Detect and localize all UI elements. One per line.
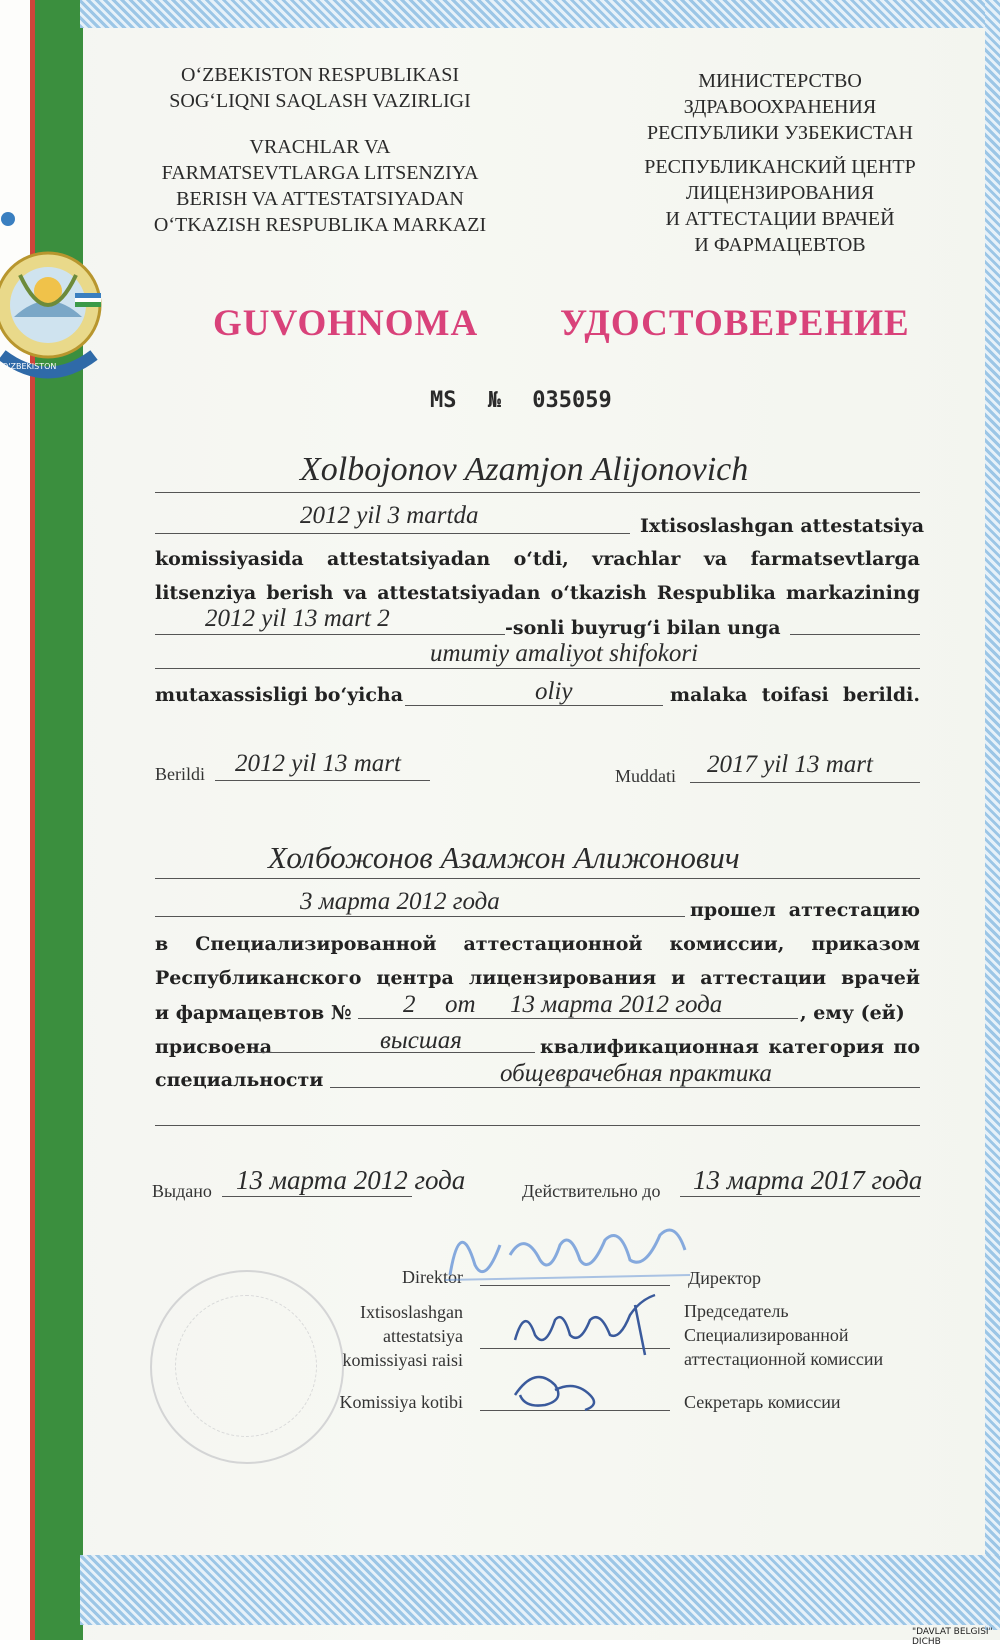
serial-number [430,388,612,413]
state-emblem-icon [0,205,110,405]
ru-text-3: Республиканского центра лицензирования и аттестации врачей [155,967,920,989]
uz-text-2: komissiyasida attestatsiyadan o‘tdi, vrachlar va farmatsevtlarga [155,548,920,570]
serial-digits: 035059 [532,388,612,413]
header-right-line: ЗДРАВООХРАНЕНИЯ [683,96,877,118]
rule [155,1125,920,1126]
rule [680,1196,920,1197]
header-right-line: МИНИСТЕРСТВО [698,70,862,92]
uz-mutax-label: mutaxassisligi bo‘yicha [155,684,404,706]
director-label-ru: Директор [688,1268,762,1288]
chair-signature-icon [505,1285,675,1360]
header-right [615,68,945,258]
order-number-ru: 2 [403,991,416,1018]
ornamental-border-bottom [80,1555,1000,1625]
ru-assigned-label: присвоена [155,1036,273,1058]
header-left-line: O‘TKAZISH RESPUBLIKA MARKAZI [153,214,487,236]
header-left-line: O‘ZBEKISTON RESPUBLIKASI [181,64,459,86]
header-right-line: РЕСПУБЛИКИ УЗБЕКИСТАН [647,122,913,144]
serial-series: MS [430,388,457,413]
issued-label-ru: Выдано [152,1181,212,1201]
rule [790,634,920,635]
rule [155,492,920,493]
issued-date-uz: 2012 yil 13 mart [235,750,401,777]
valid-date-ru: 13 марта 2017 года [693,1165,923,1195]
header-right-line: РЕСПУБЛИКАНСКИЙ ЦЕНТР [644,156,916,178]
rule [155,668,920,669]
rule [215,780,430,781]
ru-text-6: квалификационная категория по [540,1036,920,1058]
chair-label-uz-line: Ixtisoslashgan [360,1302,463,1322]
title-uz: GUVOHNOMA [213,303,479,344]
title-ru: УДОСТОВЕРЕНИЕ [560,303,910,344]
valid-label-ru: Действительно до [522,1181,661,1201]
category-uz: oliy [535,678,573,705]
holder-name-uz: Xolbojonov Azamjon Alijonovich [300,451,749,488]
secretary-signature-icon [500,1360,610,1420]
uz-text-3: litsenziya berish va attestatsiyadan o‘tkazish Respublika markazining [155,582,920,604]
rule [222,1196,412,1197]
specialty-ru: общеврачебная практика [500,1060,772,1087]
specialty-uz: umumiy amaliyot shifokori [430,640,699,667]
rule [255,1052,535,1053]
chair-label-ru-line: аттестационной комиссии [684,1349,884,1369]
rule [358,1018,798,1019]
chair-label-ru-line: Специализированной [684,1325,849,1345]
uz-text-1: Ixtisoslashgan attestatsiya [640,515,925,537]
uz-order-text: -sonli buyrug‘i bilan unga [505,617,781,639]
rule [690,782,920,783]
rule [405,705,663,706]
ru-text-2: в Специализированной аттестационной комиссии, приказом [155,933,920,955]
ru-text-4: и фармацевтов № [155,1002,352,1024]
header-right-line: И АТТЕСТАЦИИ ВРАЧЕЙ [665,208,895,230]
chair-label-ru [684,1299,883,1371]
secretary-label-uz: Komissiya kotibi [339,1392,463,1412]
director-label-uz: Direktor [402,1267,463,1287]
rule [155,634,505,635]
uz-malaka-text: malaka toifasi berildi. [670,684,920,706]
holder-name-ru: Холбожонов Азамжон Алижонович [268,840,740,875]
chair-label-uz [300,1300,463,1372]
exam-date-ru: 3 марта 2012 года [300,888,500,915]
ru-text-1: прошел аттестацию [690,899,920,921]
ru-text-5: , ему (ей) [800,1002,905,1024]
order-date-ru: 13 марта 2012 года [510,991,723,1018]
rule [155,916,685,917]
printer-mark: "DAVLAT BELGISI" DICHB [912,1627,993,1647]
chair-label-uz-line: komissiyasi raisi [342,1350,463,1370]
valid-label-uz: Muddati [615,766,676,786]
order-info-uz: 2012 yil 13 mart 2 [205,605,390,632]
valid-date-uz: 2017 yil 13 mart [707,751,873,778]
ornamental-border-top [80,0,1000,28]
chair-label-uz-line: attestatsiya [383,1326,463,1346]
issued-date-ru: 13 марта 2012 года [236,1165,466,1195]
issued-label-uz: Berildi [155,764,205,784]
header-left [130,62,510,238]
header-left-line: FARMATSEVTLARGA LITSENZIYA [161,162,479,184]
header-left-line: SOG‘LIQNI SAQLASH VAZIRLIGI [169,90,471,112]
header-right-line: И ФАРМАЦЕВТОВ [694,234,866,256]
rule [155,878,920,879]
header-left-line: VRACHLAR VA [249,136,391,158]
rule [155,533,630,534]
chair-label-ru-line: Председатель [684,1301,789,1321]
official-stamp-inner [175,1295,317,1437]
order-ot-ru: от [445,991,476,1018]
category-ru: высшая [380,1027,462,1054]
emblem-text: O'ZBEKISTON [2,362,57,371]
ornamental-border-right [985,0,1000,1630]
header-left-line: BERISH VA ATTESTATSIYADAN [176,188,464,210]
header-right-line: ЛИЦЕНЗИРОВАНИЯ [685,182,875,204]
serial-no-sign: № [487,388,501,413]
ru-specialty-label: специальности [155,1069,324,1091]
rule [330,1087,920,1088]
exam-date-uz: 2012 yil 3 martda [300,502,479,529]
secretary-label-ru: Секретарь комиссии [684,1392,841,1412]
